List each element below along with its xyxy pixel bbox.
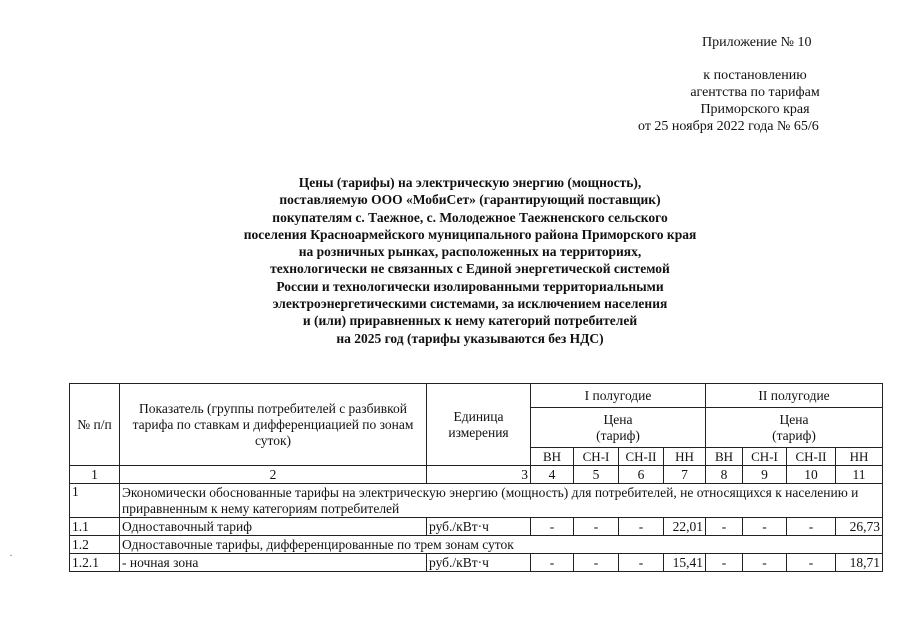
value-cell: - bbox=[619, 518, 664, 536]
level-nn-2: НН bbox=[836, 448, 883, 466]
title-line: покупателям с. Таежное, с. Молодежное Таежненского сельского bbox=[272, 209, 668, 225]
price-label: Цена bbox=[779, 411, 809, 427]
level-sn2-2: СН-II bbox=[787, 448, 836, 466]
header-unit: Единица измерения bbox=[427, 384, 531, 466]
col-number: 1 bbox=[70, 466, 120, 484]
header-half-2: II полугодие bbox=[706, 384, 883, 408]
appendix-block bbox=[640, 34, 880, 135]
row-unit: руб./кВт·ч bbox=[427, 518, 531, 536]
header-indicator: Показатель (группы потребителей с разбивкой тарифа по ставкам и дифференциацией по зонам суток) bbox=[120, 384, 427, 466]
col-number: 3 bbox=[427, 466, 531, 484]
value-cell: - bbox=[706, 554, 743, 572]
row-num: 1.2 bbox=[70, 536, 120, 554]
title-line: на 2025 год (тарифы указываются без НДС) bbox=[336, 330, 604, 346]
value-cell: - bbox=[787, 518, 836, 536]
title-line: поставляемую ООО «МобиСет» (гарантирующий поставщик) bbox=[279, 192, 661, 208]
scan-mark: · bbox=[9, 548, 13, 562]
level-sn1-2: СН-I bbox=[743, 448, 787, 466]
col-number: 2 bbox=[120, 466, 427, 484]
title-line: поселения Красноармейского муниципального района Приморского края bbox=[243, 226, 697, 242]
header-half-1: I полугодие bbox=[531, 384, 706, 408]
col-number: 11 bbox=[836, 466, 883, 484]
value-cell: 22,01 bbox=[664, 518, 706, 536]
value-cell: 15,41 bbox=[664, 554, 706, 572]
header-price-1 bbox=[531, 408, 706, 448]
title-line: Цены (тарифы) на электрическую энергию (мощность), bbox=[298, 175, 642, 190]
value-cell: - bbox=[743, 518, 787, 536]
table-row bbox=[70, 536, 883, 554]
appendix-line-3: Приморского края bbox=[700, 102, 810, 117]
value-cell: - bbox=[706, 518, 743, 536]
value-cell: - bbox=[619, 554, 664, 572]
col-number: 5 bbox=[574, 466, 619, 484]
value-cell: - bbox=[574, 518, 619, 536]
row-label: Одноставочный тариф bbox=[120, 518, 427, 536]
row-num: 1.2.1 bbox=[70, 554, 120, 572]
row-label: - ночная зона bbox=[120, 554, 427, 572]
appendix-number: Приложение № 10 bbox=[702, 35, 812, 50]
appendix-line-2: агентства по тарифам bbox=[690, 85, 820, 100]
title-line: России и технологически изолированными территориальными bbox=[276, 278, 664, 294]
table-row bbox=[70, 518, 883, 536]
table-row bbox=[70, 554, 883, 572]
title-line: технологически не связанных с Единой энергетической системой bbox=[270, 261, 670, 277]
appendix-line-4: от 25 ноября 2022 года № 65/6 bbox=[638, 119, 819, 134]
section-text: Одноставочные тарифы, дифференцированные по трем зонам суток bbox=[120, 536, 883, 554]
col-number: 6 bbox=[619, 466, 664, 484]
col-number: 4 bbox=[531, 466, 574, 484]
level-vn-2: ВН bbox=[706, 448, 743, 466]
tariff-label: (тариф) bbox=[772, 427, 816, 443]
level-nn-1: НН bbox=[664, 448, 706, 466]
col-number: 9 bbox=[743, 466, 787, 484]
value-cell: - bbox=[531, 518, 574, 536]
tariff-label: (тариф) bbox=[596, 427, 640, 443]
col-number: 7 bbox=[664, 466, 706, 484]
header-price-2 bbox=[706, 408, 883, 448]
value-cell: - bbox=[743, 554, 787, 572]
row-num: 1 bbox=[70, 484, 120, 518]
tariff-table bbox=[69, 383, 883, 572]
table-row bbox=[70, 484, 883, 518]
section-text: Экономически обоснованные тарифы на электрическую энергию (мощность) для потребителей, не относящихся к населению и приравненным к нему категориям потребителей bbox=[120, 484, 883, 518]
col-number: 8 bbox=[706, 466, 743, 484]
value-cell: - bbox=[787, 554, 836, 572]
level-sn1-1: СН-I bbox=[574, 448, 619, 466]
header-num: № п/п bbox=[70, 384, 120, 466]
col-number: 10 bbox=[787, 466, 836, 484]
level-sn2-1: СН-II bbox=[619, 448, 664, 466]
value-cell: 26,73 bbox=[836, 518, 883, 536]
document-title bbox=[160, 174, 780, 347]
row-unit: руб./кВт·ч bbox=[427, 554, 531, 572]
price-label: Цена bbox=[603, 411, 633, 427]
title-line: и (или) приравненных к нему категорий потребителей bbox=[302, 313, 638, 329]
column-number-row bbox=[70, 466, 883, 484]
row-num: 1.1 bbox=[70, 518, 120, 536]
value-cell: - bbox=[574, 554, 619, 572]
title-line: на розничных рынках, расположенных на территориях, bbox=[298, 244, 642, 260]
level-vn-1: ВН bbox=[531, 448, 574, 466]
value-cell: 18,71 bbox=[836, 554, 883, 572]
appendix-line-1: к постановлению bbox=[703, 68, 807, 83]
value-cell: - bbox=[531, 554, 574, 572]
title-line: электроэнергетическими системами, за исключением населения bbox=[272, 296, 668, 312]
